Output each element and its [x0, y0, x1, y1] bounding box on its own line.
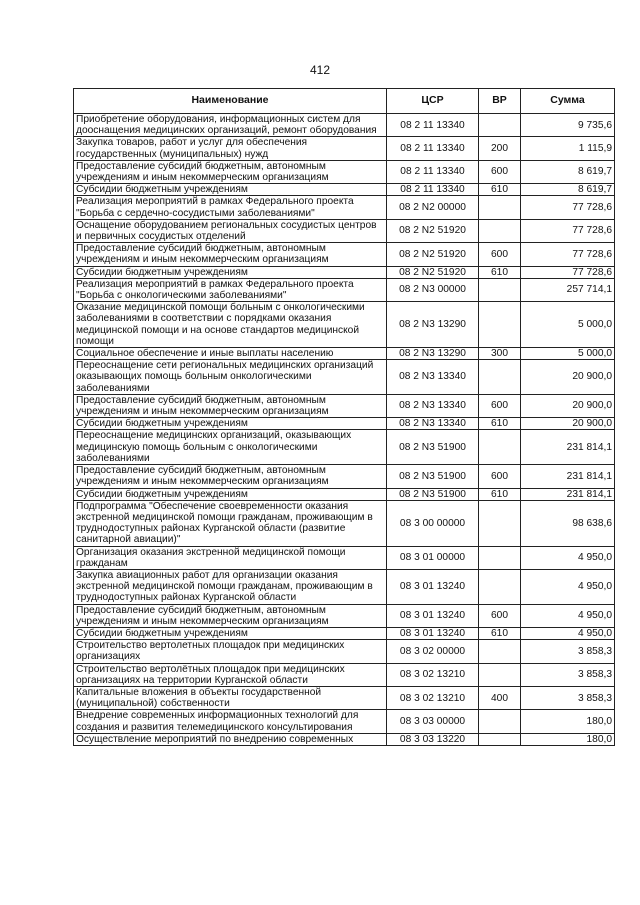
table-row: [74, 418, 615, 430]
row-name: Закупка товаров, работ и услуг для обеспечения государственных (муниципальных) нужд: [74, 137, 387, 160]
row-csr: 08 2 N3 13340: [387, 394, 479, 417]
row-vr: 600: [479, 465, 521, 488]
row-sum: 3 858,3: [521, 640, 615, 663]
row-sum: 231 814,1: [521, 488, 615, 500]
row-name: Субсидии бюджетным учреждениям: [74, 488, 387, 500]
row-name: Внедрение современных информационных технологий для создания и развития телемедицинского консультирования: [74, 710, 387, 733]
table-row: [74, 219, 615, 242]
table-body: [74, 114, 615, 746]
table-row: [74, 710, 615, 733]
table-row: [74, 243, 615, 266]
row-vr: [479, 219, 521, 242]
row-csr: 08 2 N3 51900: [387, 465, 479, 488]
row-csr: 08 2 N2 51920: [387, 219, 479, 242]
row-name: Предоставление субсидий бюджетным, автономным учреждениям и иным некоммерческим организациям: [74, 243, 387, 266]
row-sum: 257 714,1: [521, 278, 615, 301]
row-csr: 08 3 01 13240: [387, 569, 479, 604]
row-sum: 3 858,3: [521, 686, 615, 709]
table-row: [74, 546, 615, 569]
row-sum: 77 728,6: [521, 196, 615, 219]
table-row: [74, 266, 615, 278]
row-sum: 20 900,0: [521, 394, 615, 417]
row-vr: 600: [479, 604, 521, 627]
row-csr: 08 3 01 13240: [387, 627, 479, 639]
table-row: [74, 196, 615, 219]
row-name: Оказание медицинской помощи больным с онкологическими заболеваниями в соответствии с порядками оказания медицинской помощи и на основе стандартов медицинской помощи: [74, 302, 387, 348]
row-name: Переоснащение медицинских организаций, оказывающих медицинскую помощь больным с онкологическими заболеваниями: [74, 430, 387, 465]
table-row: [74, 114, 615, 137]
table-row: [74, 394, 615, 417]
table-row: [74, 663, 615, 686]
row-vr: 600: [479, 394, 521, 417]
row-name: Предоставление субсидий бюджетным, автономным учреждениям и иным некоммерческим организациям: [74, 160, 387, 183]
header-sum: Сумма: [521, 89, 615, 114]
table-row: [74, 278, 615, 301]
row-vr: [479, 302, 521, 348]
row-sum: 231 814,1: [521, 430, 615, 465]
row-sum: 77 728,6: [521, 266, 615, 278]
row-vr: [479, 114, 521, 137]
row-csr: 08 2 N3 13340: [387, 418, 479, 430]
row-vr: 600: [479, 160, 521, 183]
table-row: [74, 569, 615, 604]
row-vr: 610: [479, 488, 521, 500]
table-row: [74, 686, 615, 709]
row-csr: 08 2 11 13340: [387, 160, 479, 183]
table-row: [74, 184, 615, 196]
row-name: Предоставление субсидий бюджетным, автономным учреждениям и иным некоммерческим организациям: [74, 394, 387, 417]
row-name: Подпрограмма "Обеспечение своевременности оказания экстренной медицинской помощи гражданам, проживающим в труднодоступных районах Курганской области (развитие санитарной авиации)": [74, 500, 387, 546]
row-name: Организация оказания экстренной медицинской помощи гражданам: [74, 546, 387, 569]
row-csr: 08 3 02 13210: [387, 663, 479, 686]
row-name: Переоснащение сети региональных медицинских организаций оказывающих помощь больным онкологическими заболеваниями: [74, 360, 387, 395]
row-csr: 08 2 11 13340: [387, 137, 479, 160]
row-sum: 231 814,1: [521, 465, 615, 488]
row-vr: [479, 430, 521, 465]
row-sum: 4 950,0: [521, 604, 615, 627]
row-csr: 08 2 N2 00000: [387, 196, 479, 219]
row-name: Оснащение оборудованием региональных сосудистых центров и первичных сосудистых отделений: [74, 219, 387, 242]
row-vr: [479, 663, 521, 686]
table-row: [74, 360, 615, 395]
row-vr: 200: [479, 137, 521, 160]
row-sum: 180,0: [521, 710, 615, 733]
row-name: Субсидии бюджетным учреждениям: [74, 627, 387, 639]
row-csr: 08 2 N3 00000: [387, 278, 479, 301]
row-vr: [479, 546, 521, 569]
row-vr: [479, 278, 521, 301]
row-csr: 08 2 N3 51900: [387, 430, 479, 465]
row-vr: 610: [479, 184, 521, 196]
header-vr: ВР: [479, 89, 521, 114]
row-name: Предоставление субсидий бюджетным, автономным учреждениям и иным некоммерческим организациям: [74, 604, 387, 627]
row-csr: 08 3 02 13210: [387, 686, 479, 709]
row-vr: [479, 360, 521, 395]
row-csr: 08 3 02 00000: [387, 640, 479, 663]
row-name: Субсидии бюджетным учреждениям: [74, 266, 387, 278]
row-sum: 1 115,9: [521, 137, 615, 160]
row-csr: 08 3 03 13220: [387, 733, 479, 745]
row-name: Субсидии бюджетным учреждениям: [74, 184, 387, 196]
table-row: [74, 627, 615, 639]
row-vr: 600: [479, 243, 521, 266]
row-vr: [479, 640, 521, 663]
page-number: 412: [309, 63, 331, 77]
table-row: [74, 488, 615, 500]
row-vr: [479, 733, 521, 745]
row-name: Осуществление мероприятий по внедрению современных: [74, 733, 387, 745]
row-vr: [479, 196, 521, 219]
row-name: Закупка авиационных работ для организации оказания экстренной медицинской помощи гражданам, проживающим в труднодоступных районах Курганской области: [74, 569, 387, 604]
row-vr: 610: [479, 418, 521, 430]
row-vr: [479, 710, 521, 733]
table-row: [74, 430, 615, 465]
table-row: [74, 137, 615, 160]
row-csr: 08 2 N3 51900: [387, 488, 479, 500]
row-name: Реализация мероприятий в рамках Федерального проекта "Борьба с онкологическими заболеваниями": [74, 278, 387, 301]
table-row: [74, 465, 615, 488]
table-row: [74, 733, 615, 745]
row-csr: 08 2 N3 13290: [387, 348, 479, 360]
row-vr: 610: [479, 627, 521, 639]
header-csr: ЦСР: [387, 89, 479, 114]
row-name: Приобретение оборудования, информационных систем для дооснащения медицинских организаций, ремонт оборудования: [74, 114, 387, 137]
row-vr: 400: [479, 686, 521, 709]
row-sum: 98 638,6: [521, 500, 615, 546]
row-csr: 08 3 01 00000: [387, 546, 479, 569]
row-vr: [479, 500, 521, 546]
table-row: [74, 604, 615, 627]
row-csr: 08 2 11 13340: [387, 184, 479, 196]
row-csr: 08 2 N2 51920: [387, 243, 479, 266]
table-row: [74, 640, 615, 663]
row-sum: 3 858,3: [521, 663, 615, 686]
row-sum: 4 950,0: [521, 627, 615, 639]
row-sum: 4 950,0: [521, 569, 615, 604]
row-sum: 180,0: [521, 733, 615, 745]
table-row: [74, 500, 615, 546]
row-sum: 20 900,0: [521, 360, 615, 395]
row-csr: 08 2 N3 13340: [387, 360, 479, 395]
row-name: Капитальные вложения в объекты государственной (муниципальной) собственности: [74, 686, 387, 709]
budget-table: [73, 88, 615, 746]
row-sum: 20 900,0: [521, 418, 615, 430]
row-vr: 610: [479, 266, 521, 278]
table-row: [74, 160, 615, 183]
row-sum: 77 728,6: [521, 243, 615, 266]
row-csr: 08 3 00 00000: [387, 500, 479, 546]
row-sum: 5 000,0: [521, 348, 615, 360]
row-sum: 9 735,6: [521, 114, 615, 137]
table-row: [74, 348, 615, 360]
row-vr: [479, 569, 521, 604]
row-csr: 08 2 11 13340: [387, 114, 479, 137]
table-header-row: [74, 89, 615, 114]
row-csr: 08 3 03 00000: [387, 710, 479, 733]
row-name: Строительство вертолётных площадок при медицинских организациях на территории Курганской области: [74, 663, 387, 686]
row-sum: 77 728,6: [521, 219, 615, 242]
table-row: [74, 302, 615, 348]
row-csr: 08 3 01 13240: [387, 604, 479, 627]
row-csr: 08 2 N3 13290: [387, 302, 479, 348]
row-vr: 300: [479, 348, 521, 360]
row-name: Реализация мероприятий в рамках Федерального проекта "Борьба с сердечно-сосудистыми заболеваниями": [74, 196, 387, 219]
row-sum: 4 950,0: [521, 546, 615, 569]
row-name: Предоставление субсидий бюджетным, автономным учреждениям и иным некоммерческим организациям: [74, 465, 387, 488]
row-name: Социальное обеспечение и иные выплаты населению: [74, 348, 387, 360]
row-sum: 8 619,7: [521, 160, 615, 183]
row-sum: 5 000,0: [521, 302, 615, 348]
row-sum: 8 619,7: [521, 184, 615, 196]
row-name: Строительство вертолетных площадок при медицинских организациях: [74, 640, 387, 663]
row-csr: 08 2 N2 51920: [387, 266, 479, 278]
row-name: Субсидии бюджетным учреждениям: [74, 418, 387, 430]
header-name: Наименование: [74, 89, 387, 114]
